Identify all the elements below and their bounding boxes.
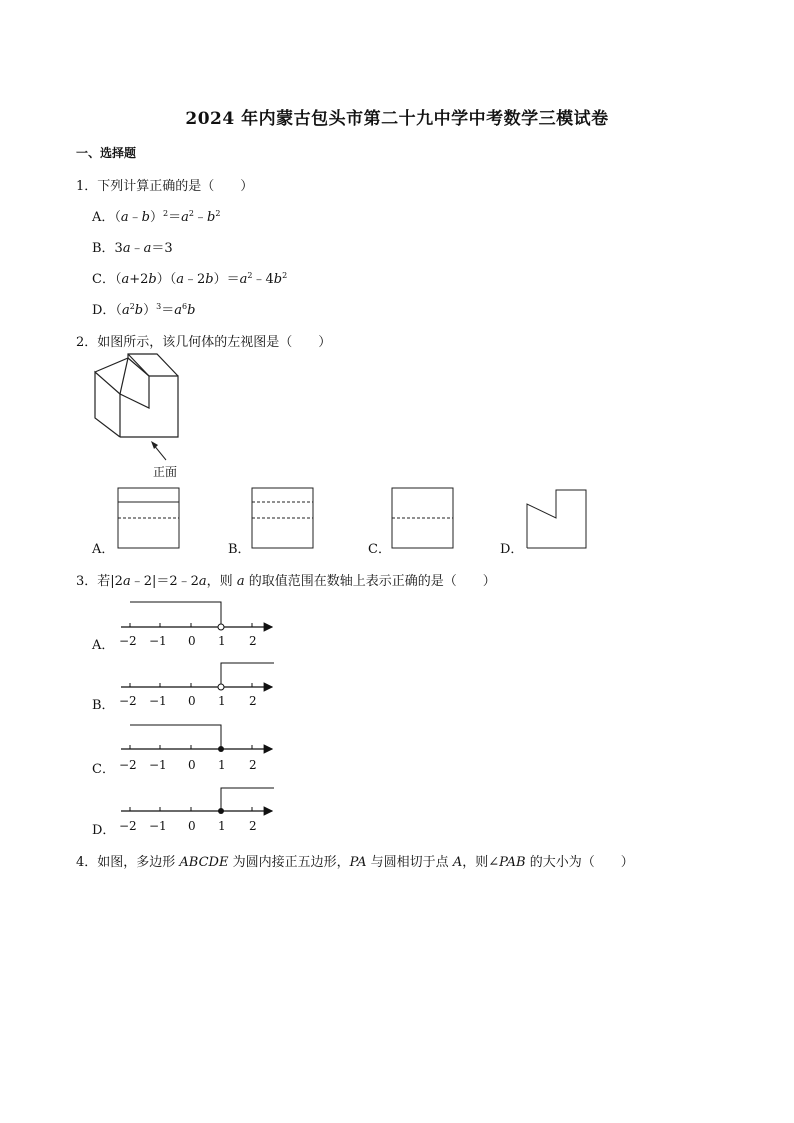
q2-option-d-label: D．	[500, 542, 524, 557]
q1-option-d: D．$(a^2b)^3=a^6b$	[92, 302, 196, 318]
number-line-b	[121, 663, 274, 690]
q3-option-c-label: C．	[92, 762, 115, 777]
q4-stem: 4．如图，多边形 ABCDE 为圆内接正五边形，PA 与圆相切于点 A，则∠PAB 的大小为（ ）	[76, 855, 634, 870]
section-heading: 一、选择题	[76, 146, 137, 160]
front-label: 正面	[153, 465, 178, 479]
number-line-d	[121, 788, 274, 814]
page-title: 2024 年内蒙古包头市第二十九中学中考数学三模试卷	[185, 109, 609, 129]
q2-option-c-label: C．	[368, 542, 391, 557]
q3-option-d-label: D．	[92, 823, 116, 838]
q2-stem: 2．如图所示，该几何体的左视图是（ ）	[76, 335, 332, 350]
number-line-a	[121, 602, 272, 630]
q1-option-c: C．$(a+2b)(a﹣2b)=a^2﹣4b^2$	[92, 271, 288, 287]
q3-option-a-label: A．	[92, 638, 115, 653]
q1-option-a: A．$(a﹣b)^2=a^2﹣b^2$	[92, 209, 221, 225]
q2-option-a-label: A．	[92, 542, 115, 557]
number-line-c	[121, 725, 272, 752]
q1-stem: 1．下列计算正确的是（ ）	[76, 179, 254, 194]
q2-option-b-label: B．	[228, 542, 251, 557]
q1-option-b: B．3a﹣a＝3	[92, 241, 173, 256]
q3-stem: 3．若|2a﹣2|＝2﹣2a，则 a 的取值范围在数轴上表示正确的是（ ）	[76, 574, 496, 589]
q3-option-b-label: B．	[92, 698, 115, 713]
